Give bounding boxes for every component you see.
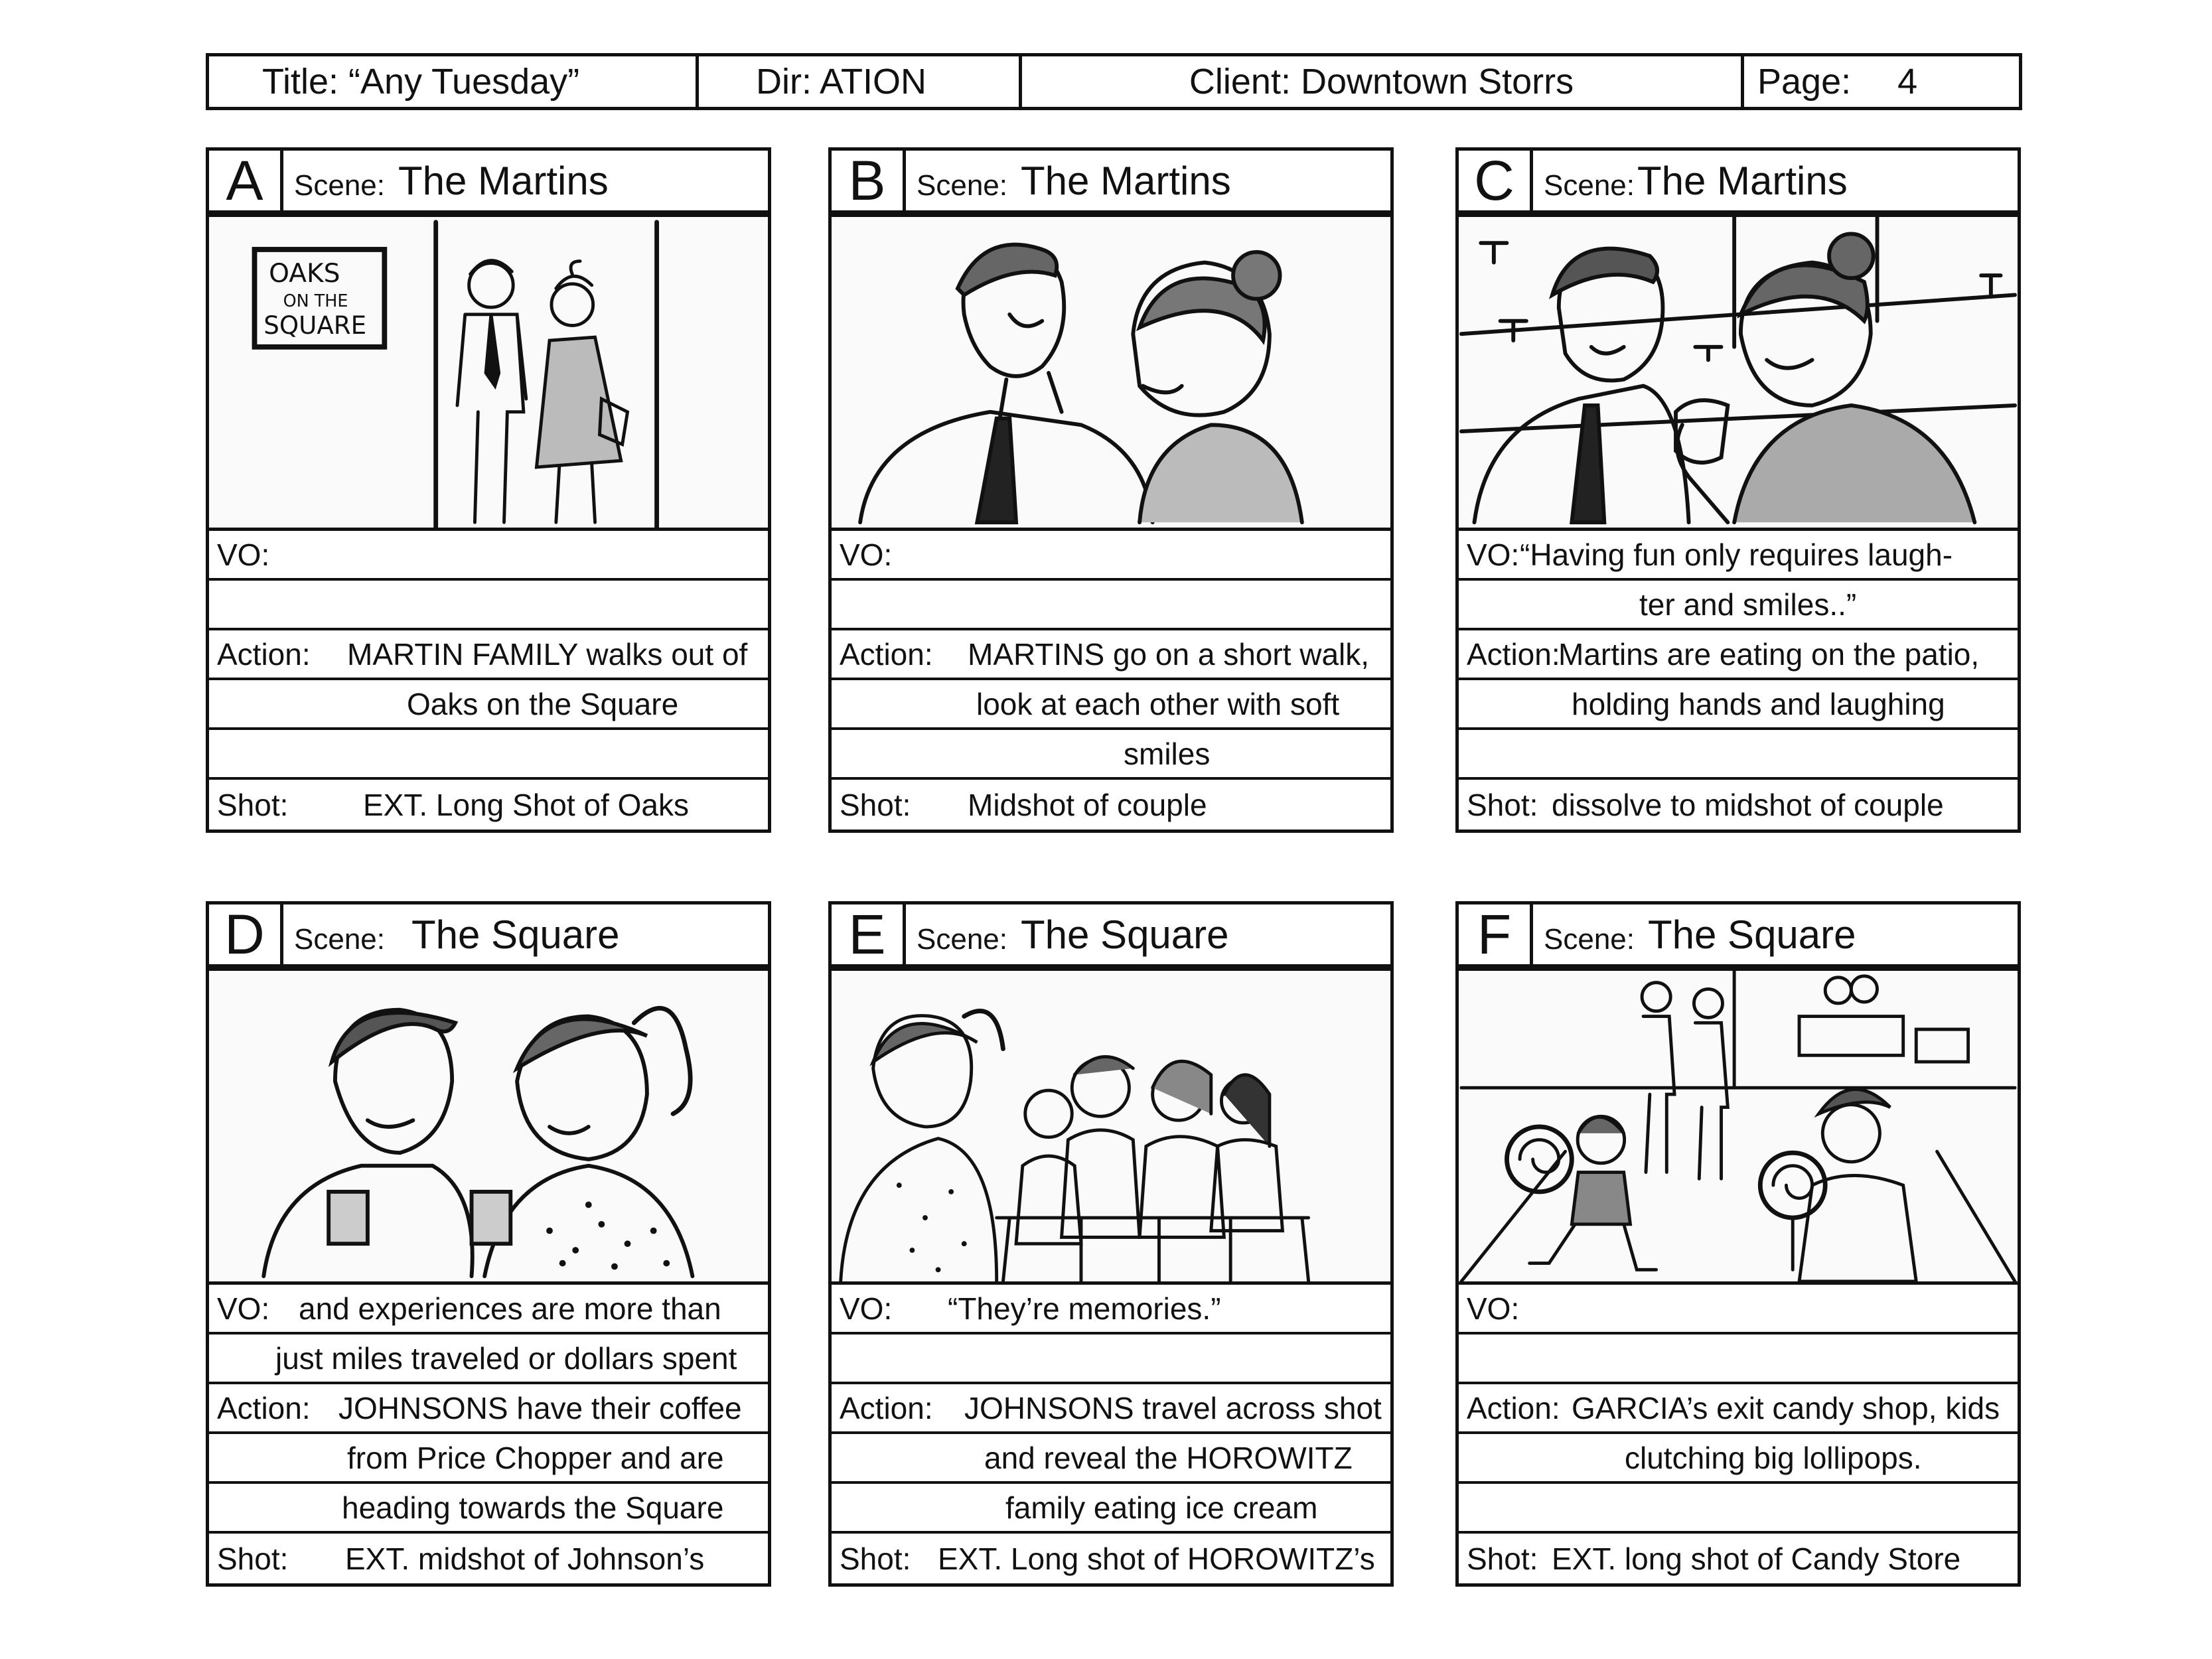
shot-label: Shot:: [217, 1541, 289, 1576]
panel-notes: [206, 1285, 771, 1587]
action-row: [832, 730, 1390, 780]
vo-row: [209, 1285, 768, 1334]
header-page: [1744, 56, 2019, 107]
vo-text: “They’re memories.”: [948, 1291, 1221, 1326]
sketch-frame: [828, 968, 1394, 1285]
panel-title-bar: [828, 147, 1394, 214]
action-text: smiles: [1124, 736, 1211, 771]
shot-label: Shot:: [1467, 1541, 1538, 1576]
vo-text: and experiences are more than: [299, 1291, 721, 1326]
shot-row: [209, 1534, 768, 1583]
vo-row: [832, 1285, 1390, 1334]
scene-label: Scene:: [1544, 923, 1635, 956]
vo-label: VO:: [1467, 1291, 1520, 1326]
scene-label: Scene:: [294, 169, 385, 202]
sketch-frame: [206, 968, 771, 1285]
header-title-text: Title: “Any Tuesday”: [262, 62, 580, 102]
action-label: Action:: [1467, 636, 1560, 672]
action-text: clutching big lollipops.: [1625, 1440, 1922, 1475]
action-row: [209, 680, 768, 730]
vo-text: “Having fun only requires laugh-: [1520, 537, 1953, 572]
scene-label: Scene:: [917, 169, 1007, 202]
header-director-text: Dir: ATION: [756, 62, 927, 102]
action-row: [209, 630, 768, 680]
panel-letter: F: [1459, 904, 1533, 964]
panel-notes: [828, 531, 1394, 833]
shot-text: EXT. Long shot of HOROWITZ’s: [938, 1541, 1375, 1576]
action-text: GARCIA’s exit candy shop, kids: [1572, 1390, 2000, 1425]
shot-label: Shot:: [217, 787, 289, 822]
shot-text: EXT. Long Shot of Oaks: [363, 787, 689, 822]
shot-row: [1459, 780, 2018, 830]
vo-text: ter and smiles..”: [1639, 587, 1857, 622]
sketch-frame: [1455, 214, 2021, 531]
panel-title-bar: [1455, 147, 2021, 214]
panel-e: [828, 901, 1394, 1591]
header-client: [1022, 56, 1744, 107]
action-label: Action:: [217, 636, 311, 672]
sketch-frame: [828, 214, 1394, 531]
shot-text: Midshot of couple: [968, 787, 1207, 822]
panel-letter: B: [832, 151, 906, 210]
action-row: [1459, 680, 2018, 730]
panel-f: [1455, 901, 2021, 1591]
scene-name: The Square: [1647, 912, 1856, 957]
panel-title-bar: [206, 147, 771, 214]
shot-row: [1459, 1534, 2018, 1583]
sketch-kids-with-lollipops: [1459, 971, 2018, 1281]
action-text: family eating ice cream: [1005, 1490, 1318, 1525]
sketch-frame: [1455, 968, 2021, 1285]
action-text: holding hands and laughing: [1572, 686, 1945, 721]
action-text: Martins are eating on the patio,: [1558, 636, 1980, 672]
shot-row: [832, 780, 1390, 830]
action-text: JOHNSONS have their coffee: [338, 1390, 742, 1425]
sketch-couple-smiling: [832, 217, 1390, 528]
panel-c: [1455, 147, 2021, 837]
action-label: Action:: [840, 1390, 933, 1425]
header-director: [699, 56, 1022, 107]
panel-notes: [1455, 1285, 2021, 1587]
action-row: [832, 1434, 1390, 1484]
vo-row: [1459, 1334, 2018, 1384]
action-text: and reveal the HOROWITZ: [984, 1440, 1353, 1475]
action-label: Action:: [1467, 1390, 1560, 1425]
vo-row: [209, 531, 768, 581]
action-row: [832, 1384, 1390, 1434]
sketch-walking-couple-doorway: [209, 217, 768, 528]
action-label: Action:: [217, 1390, 311, 1425]
scene-name: The Square: [1020, 912, 1229, 957]
sketch-johnsons-with-coffee: [209, 971, 768, 1281]
scene-label: Scene:: [1544, 169, 1635, 202]
panel-letter: E: [832, 904, 906, 964]
action-row: [1459, 1384, 2018, 1434]
sketch-frame: [206, 214, 771, 531]
panel-title-bar: [828, 901, 1394, 968]
storyboard-header: [206, 53, 2022, 110]
action-text: MARTIN FAMILY walks out of: [347, 636, 748, 672]
action-row: [1459, 1434, 2018, 1484]
action-row: [1459, 1484, 2018, 1534]
action-label: Action:: [840, 636, 933, 672]
vo-row: [832, 531, 1390, 581]
shot-row: [832, 1534, 1390, 1583]
panel-notes: [828, 1285, 1394, 1587]
action-text: MARTINS go on a short walk,: [968, 636, 1370, 672]
scene-name: The Square: [411, 912, 620, 957]
vo-row: [832, 1334, 1390, 1384]
panel-letter: D: [209, 904, 283, 964]
panel-notes: [206, 531, 771, 833]
vo-label: VO:: [840, 1291, 893, 1326]
action-row: [1459, 630, 2018, 680]
scene-name: The Martins: [1020, 158, 1231, 203]
action-row: [832, 680, 1390, 730]
panel-a: [206, 147, 771, 837]
panel-b: [828, 147, 1394, 837]
shot-label: Shot:: [840, 1541, 911, 1576]
vo-label: VO:: [840, 537, 893, 572]
panel-d: [206, 901, 771, 1591]
vo-row: [1459, 531, 2018, 581]
shot-label: Shot:: [840, 787, 911, 822]
vo-row: [209, 1334, 768, 1384]
vo-row: [832, 581, 1390, 630]
action-row: [209, 1484, 768, 1534]
vo-row: [209, 581, 768, 630]
scene-label: Scene:: [917, 923, 1007, 956]
vo-row: [1459, 581, 2018, 630]
scene-name: The Martins: [1637, 158, 1848, 203]
action-text: JOHNSONS travel across shot: [964, 1390, 1382, 1425]
shot-text: dissolve to midshot of couple: [1552, 787, 1944, 822]
panel-notes: [1455, 531, 2021, 833]
panel-title-bar: [206, 901, 771, 968]
action-text: Oaks on the Square: [407, 686, 679, 721]
vo-label: VO:: [1467, 537, 1520, 572]
header-client-text: Client: Downtown Storrs: [1189, 62, 1574, 102]
header-title: [209, 56, 699, 107]
shot-row: [209, 780, 768, 830]
page-label: Page:: [1757, 62, 1852, 102]
vo-label: VO:: [217, 1291, 270, 1326]
action-row: [832, 630, 1390, 680]
scene-name: The Martins: [398, 158, 609, 203]
vo-row: [1459, 1285, 2018, 1334]
sign-text-line1: OAKS: [269, 258, 340, 289]
shot-text: EXT. long shot of Candy Store: [1552, 1541, 1961, 1576]
vo-label: VO:: [217, 537, 270, 572]
shot-label: Shot:: [1467, 787, 1538, 822]
sketch-couple-eating-patio: [1459, 217, 2018, 528]
sign-text-line3: SQUARE: [263, 311, 367, 340]
action-row: [209, 730, 768, 780]
action-row: [1459, 730, 2018, 780]
sign-text-line2: ON THE: [283, 291, 348, 312]
shot-text: EXT. midshot of Johnson’s: [345, 1541, 705, 1576]
page-number: 4: [1897, 62, 1918, 102]
action-row: [209, 1384, 768, 1434]
panel-letter: C: [1459, 151, 1533, 210]
action-text: heading towards the Square: [342, 1490, 724, 1525]
panel-letter: A: [209, 151, 283, 210]
panel-title-bar: [1455, 901, 2021, 968]
action-row: [209, 1434, 768, 1484]
sketch-family-eating-ice-cream: [832, 971, 1390, 1281]
action-row: [832, 1484, 1390, 1534]
action-text: look at each other with soft: [976, 686, 1340, 721]
vo-text: just miles traveled or dollars spent: [275, 1340, 737, 1376]
action-text: from Price Chopper and are: [347, 1440, 724, 1475]
scene-label: Scene:: [294, 923, 385, 956]
